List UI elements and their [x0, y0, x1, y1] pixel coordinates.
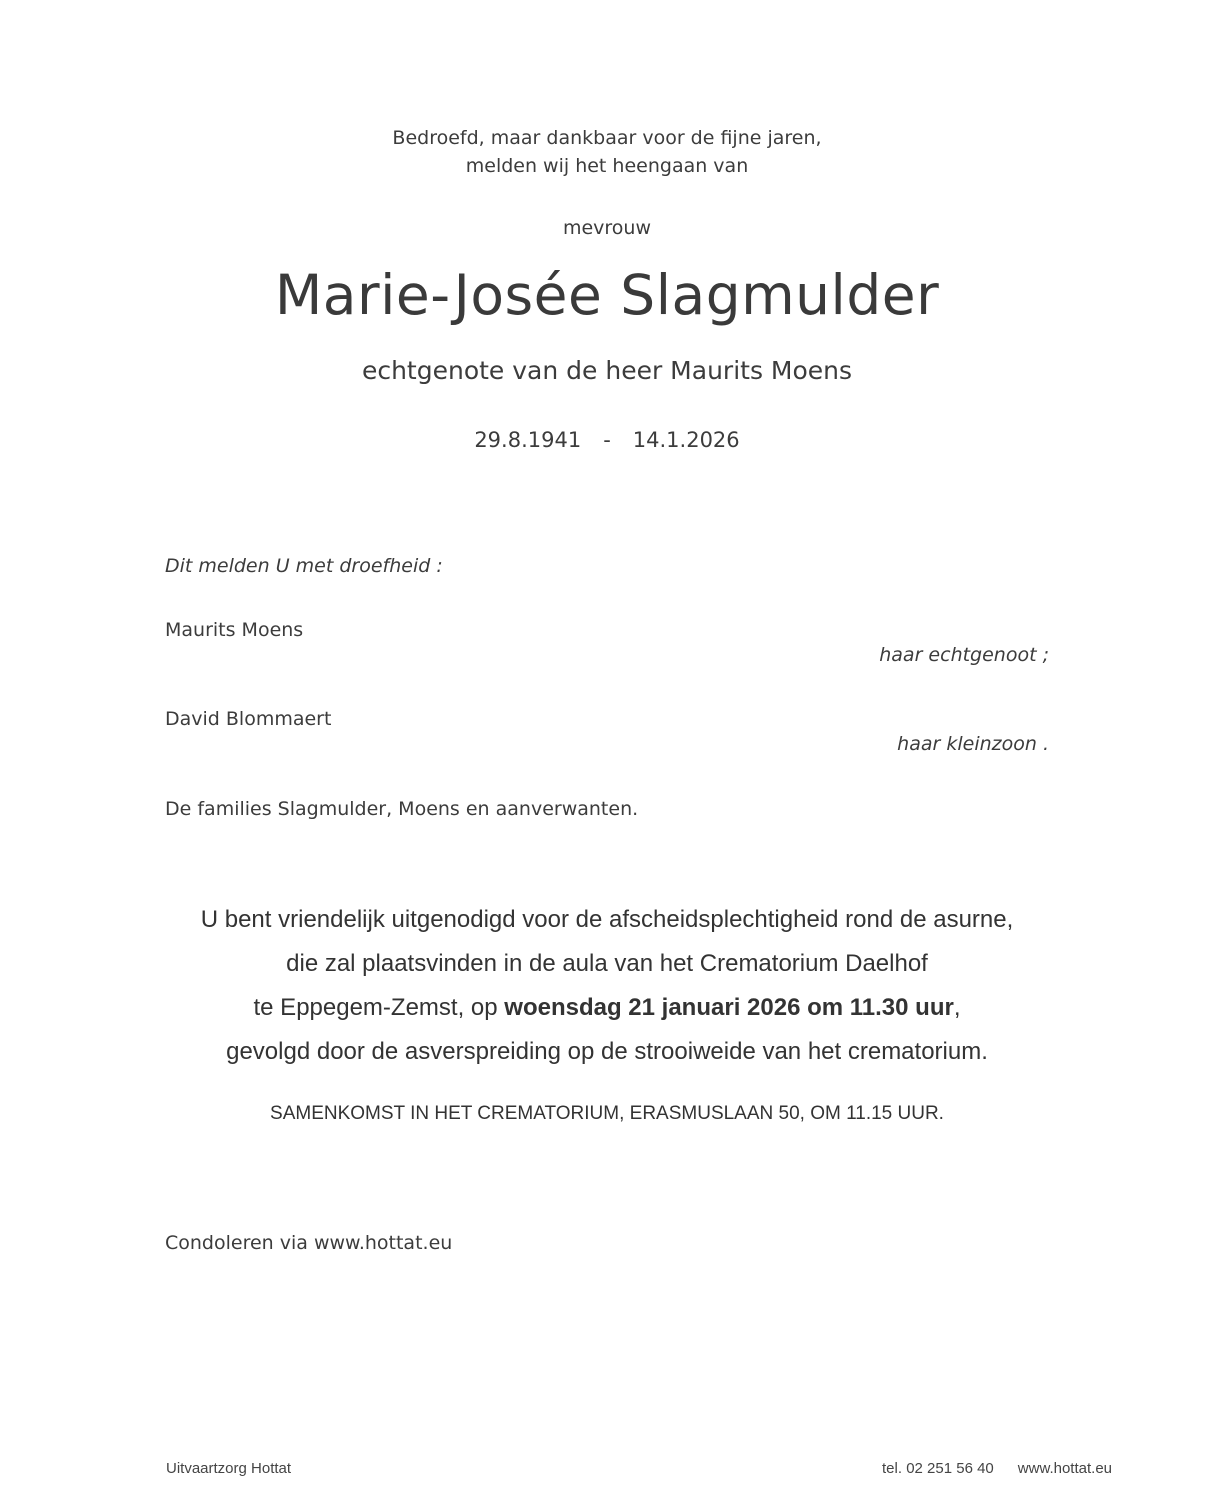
intro-line-1: Bedroefd, maar dankbaar voor de fijne jaren,	[392, 127, 822, 149]
invitation-line-4: gevolgd door de asverspreiding op de strooiweide van het crematorium.	[226, 1038, 988, 1065]
life-dates	[0, 424, 1214, 456]
intro-line-2: melden wij het heengaan van	[465, 155, 749, 177]
spouse-line: echtgenote van de heer Maurits Moens	[361, 356, 853, 385]
deceased-name: Marie-Josée Slagmulder	[274, 263, 940, 327]
announcer-name: Maurits Moens	[165, 619, 304, 641]
gathering-notice: SAMENKOMST IN HET CREMATORIUM, ERASMUSLAAN 50, OM 11.15 UUR.	[270, 1103, 944, 1124]
invitation-line-1: U bent vriendelijk uitgenodigd voor de afscheidsplechtigheid rond de asurne,	[200, 906, 1014, 933]
invitation-line-3-prefix: te Eppegem-Zemst, op	[253, 994, 505, 1021]
invitation-line-2: die zal plaatsvinden in de aula van het Crematorium Daelhof	[286, 950, 928, 977]
families-line: De families Slagmulder, Moens en aanverwanten.	[165, 798, 639, 820]
announcers-heading: Dit melden U met droefheid :	[165, 555, 443, 577]
invitation-text	[0, 898, 1214, 1074]
announcer-relation: haar echtgenoot ;	[879, 644, 1049, 666]
condolences-line: Condoleren via www.hottat.eu	[165, 1232, 453, 1254]
announcer-name: David Blommaert	[165, 708, 332, 730]
footer-website: www.hottat.eu	[1017, 1460, 1112, 1477]
ceremony-date-time: woensdag 21 januari 2026 om 11.30 uur	[504, 994, 954, 1021]
announcer-relation: haar kleinzoon .	[897, 733, 1049, 755]
invitation-line-3	[0, 986, 1214, 1030]
intro-text	[0, 124, 1214, 180]
invitation-line-3-suffix: ,	[953, 994, 961, 1021]
death-date: 14.1.2026	[632, 428, 740, 452]
birth-date: 29.8.1941	[474, 428, 582, 452]
footer-contact	[882, 1459, 1112, 1479]
footer-company: Uitvaartzorg Hottat	[166, 1460, 292, 1477]
honorific: mevrouw	[562, 217, 652, 239]
date-separator: -	[603, 428, 611, 452]
footer-phone: tel. 02 251 56 40	[882, 1460, 994, 1477]
